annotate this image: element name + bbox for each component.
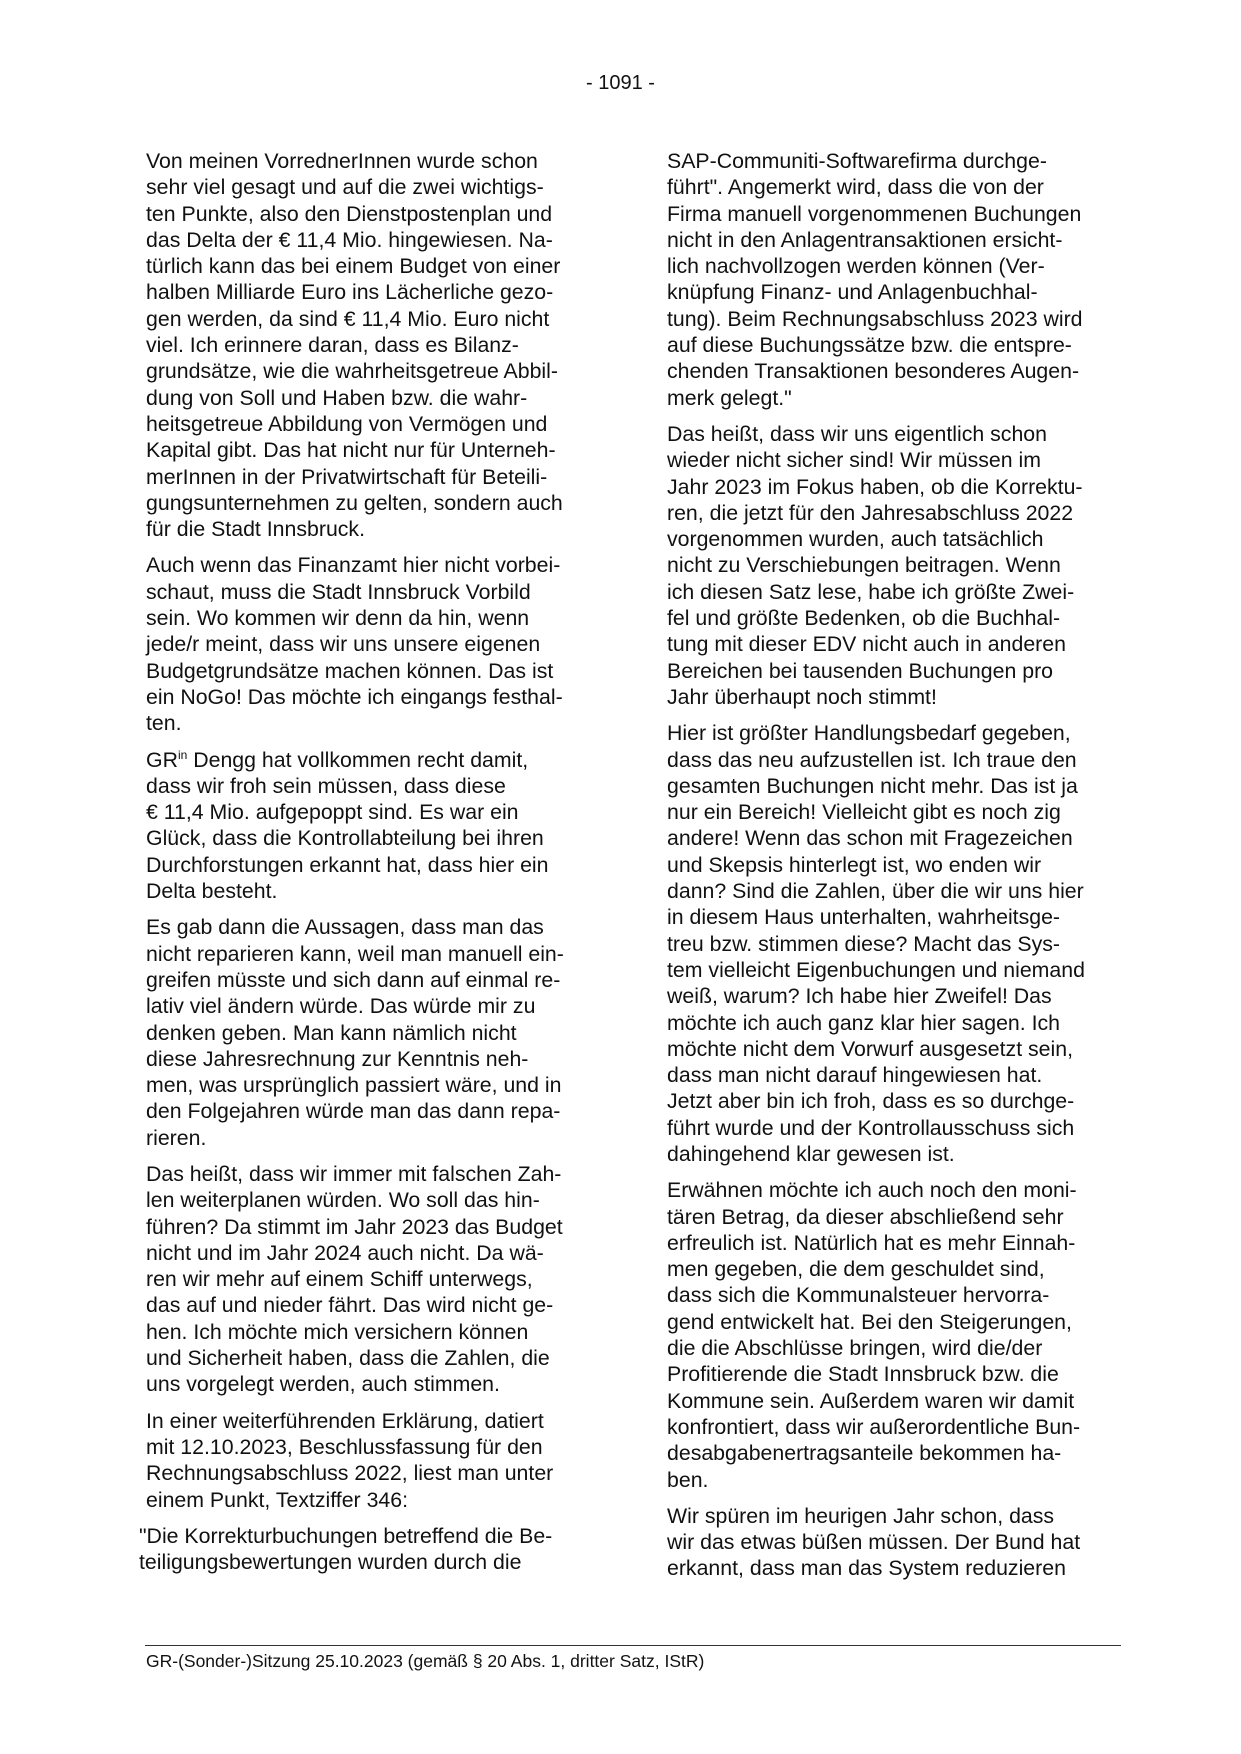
paragraph: In einer weiterführenden Erklärung, datiert mit 12.10.2023, Beschlussfassung für den Rechnungsabschluss 2022, liest man unter einem Punkt, Textziffer 346: (146, 1408, 554, 1512)
quote-paragraph: "Die Korrekturbuchungen betreffend die Be- teiligungsbewertungen wurden durch die (139, 1523, 553, 1575)
paragraph: Erwähnen möchte ich auch noch den moni- tären Betrag, da dieser abschließend sehr erfreulich ist. Natürlich hat es mehr Einnah- men gegeben, die dem geschuldet sind, dass sich die Kommunalsteuer hervorra- gend entwickelt hat. Bei den Steigerungen, die die Abschlüsse bringen, wird die/der Profitierende die Stadt Innsbruck bzw. die Kommune sein. Außerdem waren wir damit konfrontiert, dass wir außerordentliche Bun- desabgabenertragsanteile bekommen ha- ben. (667, 1178, 1081, 1492)
speaker-title-suffix: in (177, 747, 188, 762)
paragraph: Hier ist größter Handlungsbedarf gegeben, dass das neu aufzustellen ist. Ich traue den gesamten Buchungen nicht mehr. Das ist ja nur ein Bereich! Vielleicht gibt es noch zig andere! Wenn das schon mit Fragezeichen und Skepsis hinterlegt ist, wo enden wir dann? Sind die Zahlen, über die wir uns hier in diesem Haus unterhalten, wahrheitsge- treu bzw. stimmen diese? Macht das Sys- tem vielleicht Eigenbuchungen und niemand weiß, warum? Ich habe hier Zweifel! Das möchte ich auch ganz klar hier sagen. Ich möchte nicht dem Vorwurf ausgesetzt sein, dass man nicht darauf hingewiesen hat. Jetzt aber bin ich froh, dass es so durchge- führt wurde und der Kontrollausschuss sich dahingehend klar gewesen ist. (667, 721, 1085, 1166)
paragraph-text: Dengg hat vollkommen recht damit, dass wir froh sein müssen, dass diese € 11,4 Mio. aufgepoppt sind. Es war ein Glück, dass die Kontrollabteilung bei ihren Durchforstungen erkannt hat, dass hier ein Delta besteht. (146, 747, 549, 904)
paragraph: Auch wenn das Finanzamt hier nicht vorbei- schaut, muss die Stadt Innsbruck Vorbild sein. Wo kommen wir denn da hin, wenn jede/r meint, dass wir uns unsere eigenen Budgetgrundsätze machen können. Das ist ein NoGo! Das möchte ich eingangs festhal- ten. (146, 553, 563, 736)
paragraph: Es gab dann die Aussagen, dass man das nicht reparieren kann, weil man manuell ein- greifen müsste und sich dann auf einmal re- lativ viel ändern würde. Das würde mir zu denken geben. Man kann nämlich nicht diese Jahresrechnung zur Kenntnis neh- men, was ursprünglich passiert wäre, und in den Folgejahren würde man das dann repa- rieren. (146, 915, 564, 1150)
footer-divider (145, 1645, 1121, 1646)
left-column (139, 148, 604, 1585)
paragraph (146, 747, 604, 905)
footer-text: GR-(Sonder-)Sitzung 25.10.2023 (gemäß § 20 Abs. 1, dritter Satz, IStR) (146, 1651, 705, 1671)
paragraph: Von meinen VorrednerInnen wurde schon sehr viel gesagt und auf die zwei wichtigs- ten Punkte, also den Dienstpostenplan und das Delta der € 11,4 Mio. hingewiesen. Na- türlich kann das bei einem Budget von einer halben Milliarde Euro ins Lächerliche gezo- gen werden, da sind € 11,4 Mio. Euro nicht viel. Ich erinnere daran, dass es Bilanz- grundsätze, wie die wahrheitsgetreue Abbil- dung von Soll und Haben bzw. die wahr- heitsgetreue Abbildung von Vermögen und Kapital gibt. Das hat nicht nur für Unterneh- merInnen in der Privatwirtschaft für Beteili- gungsunternehmen zu gelten, sondern auch für die Stadt Innsbruck. (146, 149, 563, 542)
right-column (667, 148, 1127, 1592)
page-number: - 1091 - (586, 72, 655, 94)
paragraph: Das heißt, dass wir uns eigentlich schon wieder nicht sicher sind! Wir müssen im Jahr 2023 im Fokus haben, ob die Korrektu- ren, die jetzt für den Jahresabschluss 2022 vorgenommen wurden, auch tatsächlich nicht zu Verschiebungen beitragen. Wenn ich diesen Satz lese, habe ich größte Zwei- fel und größte Bedenken, ob die Buchhal- tung mit dieser EDV nicht auch in anderen Bereichen bei tausenden Buchungen pro Jahr überhaupt noch stimmt! (667, 421, 1083, 709)
paragraph: Wir spüren im heurigen Jahr schon, dass wir das etwas büßen müssen. Der Bund hat erkannt, dass man das System reduzieren (667, 1503, 1081, 1581)
paragraph: Das heißt, dass wir immer mit falschen Zah- len weiterplanen würden. Wo soll das hin- führen? Da stimmt im Jahr 2023 das Budget nicht und im Jahr 2024 auch nicht. Da wä- ren wir mehr auf einem Schiff unterwegs, das auf und nieder fährt. Das wird nicht ge- hen. Ich möchte mich versichern können und Sicherheit haben, dass die Zahlen, die uns vorgelegt werden, auch stimmen. (146, 1161, 563, 1397)
speaker-title: GR (146, 747, 178, 772)
paragraph: SAP-Communiti-Softwarefirma durchge- führt". Angemerkt wird, dass die von der Firma manuell vorgenommenen Buchungen nicht in den Anlagentransaktionen ersicht- lich nachvollzogen werden können (Ver- knüpfung Finanz- und Anlagenbuchhal- tung). Beim Rechnungsabschluss 2023 wird auf diese Buchungssätze bzw. die entspre- chenden Transaktionen besonderes Augen- merk gelegt." (667, 149, 1083, 410)
